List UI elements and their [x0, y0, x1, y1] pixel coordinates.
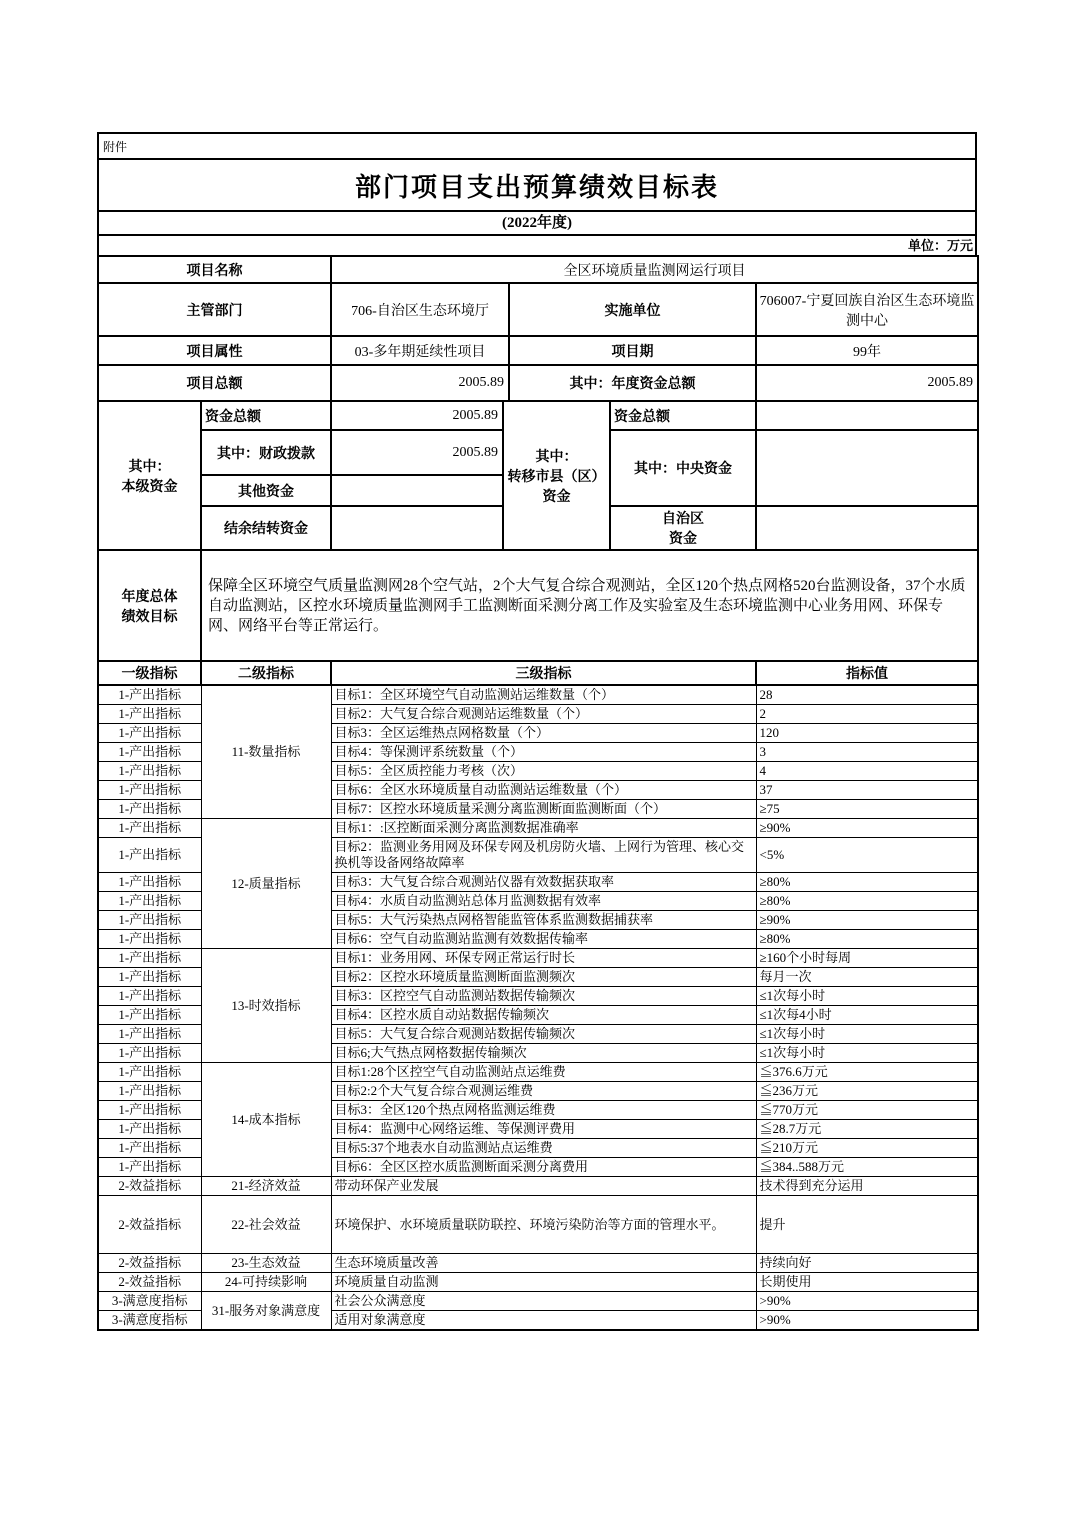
indicator-value-cell: ≤1次每小时: [756, 987, 978, 1006]
indicator-goal-cell: 目标5：大气污染热点网格智能监管体系监测数据捕获率: [331, 911, 756, 930]
indicator-goal-cell: 目标5：全区质控能力考核（次）: [331, 762, 756, 781]
indicators-header-row: [98, 661, 978, 685]
indicator-row: [98, 685, 978, 705]
indicator-group-cell: 12-质量指标: [201, 819, 331, 949]
indicator-value-cell: ≤1次每小时: [756, 1044, 978, 1063]
indicator-level-cell: 2-效益指标: [98, 1196, 201, 1254]
indicator-goal-cell: 目标3：区控空气自动监测站数据传输频次: [331, 987, 756, 1006]
region-funds-label-line1: 自治区: [662, 510, 704, 526]
indicator-level-cell: 1-产出指标: [98, 838, 201, 873]
indicator-row: [98, 1196, 978, 1254]
local-total-value: 2005.89: [331, 401, 503, 430]
region-funds-label: [610, 506, 756, 550]
indicator-goal-cell: 目标2：大气复合综合观测站运维数量（个）: [331, 705, 756, 724]
indicator-goal-cell: 目标6：全区水环境质量自动监测站运维数量（个）: [331, 781, 756, 800]
indicator-level-cell: 1-产出指标: [98, 781, 201, 800]
indicator-level-cell: 3-满意度指标: [98, 1292, 201, 1311]
indicator-level-cell: 2-效益指标: [98, 1254, 201, 1273]
indicator-value-cell: 长期使用: [756, 1273, 978, 1292]
indicator-goal-cell: 生态环境质量改善: [331, 1254, 756, 1273]
indicator-group-cell: 14-成本指标: [201, 1063, 331, 1177]
indicator-group-cell: 22-社会效益: [201, 1196, 331, 1254]
indicator-goal-cell: 目标1：:区控断面采测分离监测数据准确率: [331, 819, 756, 838]
indicator-row: [98, 949, 978, 968]
indicator-row: [98, 1273, 978, 1292]
project-total-label: 项目总额: [98, 365, 331, 401]
carryover-funds-value: [331, 506, 503, 550]
indicator-level-cell: 1-产出指标: [98, 892, 201, 911]
header-level2-indicator: 二级指标: [201, 661, 331, 685]
indicator-value-cell: ≦28.7万元: [756, 1120, 978, 1139]
transfer-funds-group-line2: 转移市县（区）: [507, 467, 606, 484]
document-title: 部门项目支出预算绩效目标表: [354, 171, 719, 202]
indicator-goal-cell: 目标2：区控水环境质量监测断面监测频次: [331, 968, 756, 987]
indicator-level-cell: 1-产出指标: [98, 968, 201, 987]
central-funds-label: 其中：中央资金: [610, 430, 756, 506]
indicator-value-cell: ≥90%: [756, 819, 978, 838]
annual-goal-label-line2: 绩效目标: [121, 607, 178, 624]
transfer-funds-group-line3: 资金: [542, 487, 571, 504]
indicator-level-cell: 1-产出指标: [98, 949, 201, 968]
indicator-goal-cell: 目标1：业务用网、环保专网正常运行时长: [331, 949, 756, 968]
indicator-value-cell: 技术得到充分运用: [756, 1177, 978, 1196]
transfer-funds-group-cell: [503, 401, 610, 550]
department-label: 主管部门: [98, 283, 331, 336]
indicator-level-cell: 1-产出指标: [98, 1044, 201, 1063]
indicator-goal-cell: 目标2：监测业务用网及环保专网及机房防火墙、上网行为管理、核心交换机等设备网络故障率: [331, 838, 756, 873]
funding-table: [97, 400, 979, 551]
indicator-goal-cell: 目标6：空气自动监测站监测有效数据传输率: [331, 930, 756, 949]
indicator-level-cell: 3-满意度指标: [98, 1311, 201, 1331]
implementing-unit-value: 706007-宁夏回族自治区生态环境监测中心: [756, 283, 978, 336]
indicator-level-cell: 1-产出指标: [98, 1006, 201, 1025]
project-name-value: 全区环境质量监测网运行项目: [331, 256, 978, 283]
indicator-value-cell: <5%: [756, 838, 978, 873]
indicator-value-cell: ≥75: [756, 800, 978, 819]
indicator-row: [98, 819, 978, 838]
annual-total-label: 其中：年度资金总额: [509, 365, 756, 401]
annual-total-value: 2005.89: [756, 365, 978, 401]
indicator-level-cell: 1-产出指标: [98, 911, 201, 930]
header-level1-indicator: 一级指标: [98, 661, 201, 685]
indicator-value-cell: >90%: [756, 1292, 978, 1311]
annual-goal-label: [98, 550, 201, 661]
indicator-value-cell: ≦384..588万元: [756, 1158, 978, 1177]
carryover-funds-label: 结余结转资金: [201, 506, 331, 550]
indicator-value-cell: 37: [756, 781, 978, 800]
indicator-level-cell: 1-产出指标: [98, 930, 201, 949]
region-funds-label-line2: 资金: [669, 530, 697, 546]
indicator-value-cell: ≥80%: [756, 930, 978, 949]
indicator-value-cell: 3: [756, 743, 978, 762]
indicator-group-cell: 11-数量指标: [201, 685, 331, 819]
indicator-group-cell: 21-经济效益: [201, 1177, 331, 1196]
indicator-level-cell: 1-产出指标: [98, 1082, 201, 1101]
annual-goal-text: 保障全区环境空气质量监测网28个空气站，2个大气复合综合观测站，全区120个热点网格520台监测设备，37个水质自动监测站，区控水环境质量监测网手工监测断面采测分离工作及实验室及生态环境监测中心业务用网、环保专网、网络平台等正常运行。: [201, 550, 978, 661]
header-indicator-value: 指标值: [756, 661, 978, 685]
indicator-level-cell: 1-产出指标: [98, 685, 201, 705]
other-funds-label: 其他资金: [201, 475, 331, 506]
indicators-table: [97, 660, 979, 1331]
indicator-goal-cell: 社会公众满意度: [331, 1292, 756, 1311]
indicator-level-cell: 1-产出指标: [98, 987, 201, 1006]
indicator-goal-cell: 目标3：全区120个热点网格监测运维费: [331, 1101, 756, 1120]
budget-performance-document: [97, 132, 977, 1331]
local-funds-group-cell: [98, 401, 201, 550]
indicator-level-cell: 1-产出指标: [98, 819, 201, 838]
indicator-level-cell: 1-产出指标: [98, 1139, 201, 1158]
indicator-goal-cell: 环境质量自动监测: [331, 1273, 756, 1292]
indicator-level-cell: 1-产出指标: [98, 873, 201, 892]
department-value: 706-自治区生态环境厅: [331, 283, 509, 336]
project-attribute-label: 项目属性: [98, 336, 331, 365]
project-period-value: 99年: [756, 336, 978, 365]
transfer-total-label: 资金总额: [610, 401, 756, 430]
indicator-goal-cell: 目标4：等保测评系统数量（个）: [331, 743, 756, 762]
indicator-value-cell: ≤1次每小时: [756, 1025, 978, 1044]
indicator-value-cell: 持续向好: [756, 1254, 978, 1273]
annual-goal-row: [98, 550, 978, 661]
document-subtitle: (2022年度): [99, 212, 975, 236]
indicator-level-cell: 1-产出指标: [98, 762, 201, 781]
indicator-goal-cell: 目标5：大气复合综合观测站数据传输频次: [331, 1025, 756, 1044]
transfer-total-value: [756, 401, 978, 430]
indicator-goal-cell: 环境保护、水环境质量联防联控、环境污染防治等方面的管理水平。: [331, 1196, 756, 1254]
local-funds-group-line2: 本级资金: [121, 477, 178, 494]
department-row: [98, 283, 978, 336]
indicator-level-cell: 2-效益指标: [98, 1273, 201, 1292]
indicator-group-cell: 31-服务对象满意度: [201, 1292, 331, 1331]
indicator-value-cell: 28: [756, 685, 978, 705]
indicator-goal-cell: 目标3：全区运维热点网格数量（个）: [331, 724, 756, 743]
indicator-value-cell: ≥90%: [756, 911, 978, 930]
indicator-value-cell: >90%: [756, 1311, 978, 1331]
implementing-unit-label: 实施单位: [509, 283, 756, 336]
indicator-value-cell: ≦210万元: [756, 1139, 978, 1158]
indicator-goal-cell: 目标3：大气复合综合观测站仪器有效数据获取率: [331, 873, 756, 892]
indicator-goal-cell: 目标2:2个大气复合综合观测运维费: [331, 1082, 756, 1101]
indicator-goal-cell: 目标5:37个地表水自动监测站点运维费: [331, 1139, 756, 1158]
indicator-value-cell: ≦770万元: [756, 1101, 978, 1120]
fiscal-allocation-value: 2005.89: [331, 430, 503, 475]
indicator-value-cell: ≦376.6万元: [756, 1063, 978, 1082]
indicator-goal-cell: 带动环保产业发展: [331, 1177, 756, 1196]
title-row: [99, 160, 975, 212]
indicator-group-cell: 23-生态效益: [201, 1254, 331, 1273]
indicator-row: [98, 1292, 978, 1311]
indicator-row: [98, 1063, 978, 1082]
indicator-goal-cell: 目标4：水质自动监测站总体月监测数据有效率: [331, 892, 756, 911]
annual-goal-label-line1: 年度总体: [121, 587, 178, 604]
indicator-goal-cell: 目标1:28个区控空气自动监测站点运维费: [331, 1063, 756, 1082]
annual-goal-table: [97, 549, 979, 662]
indicator-value-cell: ≤1次每4小时: [756, 1006, 978, 1025]
transfer-funds-group-line1: 其中：: [535, 447, 578, 464]
project-attribute-value: 03-多年期延续性项目: [331, 336, 509, 365]
indicator-value-cell: 120: [756, 724, 978, 743]
indicator-row: [98, 1177, 978, 1196]
attachment-label: 附件: [103, 139, 128, 154]
indicator-group-cell: 13-时效指标: [201, 949, 331, 1063]
indicator-value-cell: 每月一次: [756, 968, 978, 987]
header-level3-indicator: 三级指标: [331, 661, 756, 685]
project-period-label: 项目期: [509, 336, 756, 365]
fiscal-allocation-label: 其中：财政拨款: [201, 430, 331, 475]
project-info-table: [97, 255, 979, 402]
unit-note: 单位：万元: [907, 238, 973, 253]
indicator-goal-cell: 目标6;大气热点网格数据传输频次: [331, 1044, 756, 1063]
indicator-value-cell: ≥80%: [756, 892, 978, 911]
indicator-goal-cell: 目标4：区控水质自动站数据传输频次: [331, 1006, 756, 1025]
project-attribute-row: [98, 336, 978, 365]
indicator-value-cell: 提升: [756, 1196, 978, 1254]
indicator-goal-cell: 适用对象满意度: [331, 1311, 756, 1331]
indicator-value-cell: ≥80%: [756, 873, 978, 892]
funding-row-total: [98, 401, 978, 430]
local-total-label: 资金总额: [201, 401, 331, 430]
project-total-row: [98, 365, 978, 401]
indicator-value-cell: ≥160个小时每周: [756, 949, 978, 968]
title-block: [97, 132, 977, 257]
project-total-value: 2005.89: [331, 365, 509, 401]
indicator-level-cell: 1-产出指标: [98, 724, 201, 743]
central-funds-value: [756, 430, 978, 506]
indicator-value-cell: ≦236万元: [756, 1082, 978, 1101]
other-funds-value: [331, 475, 503, 506]
indicator-level-cell: 1-产出指标: [98, 1025, 201, 1044]
indicator-goal-cell: 目标7：区控水环境质量采测分离监测断面监测断面（个）: [331, 800, 756, 819]
indicator-level-cell: 1-产出指标: [98, 1101, 201, 1120]
indicator-row: [98, 1254, 978, 1273]
indicator-value-cell: 4: [756, 762, 978, 781]
indicator-goal-cell: 目标1：全区环境空气自动监测站运维数量（个）: [331, 685, 756, 705]
indicator-goal-cell: 目标6：全区区控水质监测断面采测分离费用: [331, 1158, 756, 1177]
indicator-level-cell: 1-产出指标: [98, 1120, 201, 1139]
indicator-goal-cell: 目标4：监测中心网络运维、等保测评费用: [331, 1120, 756, 1139]
indicator-value-cell: 2: [756, 705, 978, 724]
indicators-body: [98, 685, 978, 1330]
indicator-level-cell: 1-产出指标: [98, 1158, 201, 1177]
indicator-level-cell: 1-产出指标: [98, 743, 201, 762]
indicator-group-cell: 24-可持续影响: [201, 1273, 331, 1292]
indicator-level-cell: 1-产出指标: [98, 1063, 201, 1082]
project-name-row: [98, 256, 978, 283]
region-funds-value: [756, 506, 978, 550]
project-name-label: 项目名称: [98, 256, 331, 283]
indicator-level-cell: 1-产出指标: [98, 800, 201, 819]
indicator-level-cell: 2-效益指标: [98, 1177, 201, 1196]
attachment-row: [99, 134, 975, 160]
local-funds-group-line1: 其中：: [128, 457, 171, 474]
indicator-level-cell: 1-产出指标: [98, 705, 201, 724]
